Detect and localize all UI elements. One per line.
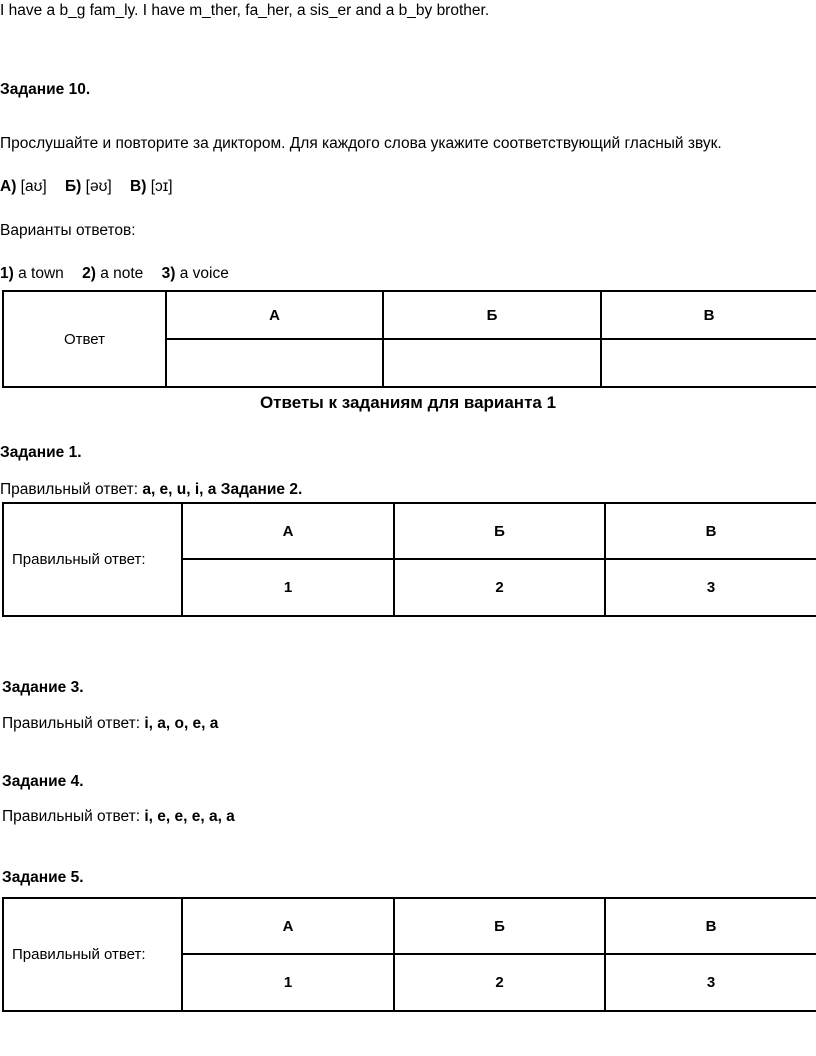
header-a: А xyxy=(166,291,383,339)
task2-answer-table xyxy=(2,502,816,617)
task5-row-label: Правильный ответ: xyxy=(3,898,182,1011)
task10-title: Задание 10. xyxy=(0,81,91,98)
task2-answer-v: 3 xyxy=(605,559,816,616)
task3-prefix: Правильный ответ: xyxy=(2,715,141,732)
sound-value-v: [ɔɪ] xyxy=(150,178,173,195)
task3-title: Задание 3. xyxy=(2,679,84,696)
task5-header-a: А xyxy=(182,898,394,954)
task2-title: Задание 2. xyxy=(220,481,303,498)
option-label-2: 2) xyxy=(82,265,96,282)
task2-row-label: Правильный ответ: xyxy=(3,503,182,616)
task5-answer-b: 2 xyxy=(394,954,605,1011)
task3-answer-line xyxy=(2,715,218,733)
task1-answer-line xyxy=(0,481,302,499)
task4-title: Задание 4. xyxy=(2,773,84,790)
intro-sentence: I have a b_g fam_ly. I have m_ther, fa_her, a sis_er and a b_by brother. xyxy=(0,2,490,19)
sound-label-b: Б) xyxy=(65,178,82,195)
header-b: Б xyxy=(383,291,601,339)
task5-answer-v: 3 xyxy=(605,954,816,1011)
option-label-1: 1) xyxy=(0,265,14,282)
options-title: Варианты ответов: xyxy=(0,222,136,239)
task4-prefix: Правильный ответ: xyxy=(2,808,141,825)
task5-header-v: В xyxy=(605,898,816,954)
task10-answer-table xyxy=(2,290,816,388)
sound-label-a: А) xyxy=(0,178,17,195)
task5-header-b: Б xyxy=(394,898,605,954)
task3-answer: i, a, o, e, a xyxy=(144,715,219,732)
task2-header-b: Б xyxy=(394,503,605,559)
task5-answer-table xyxy=(2,897,816,1012)
word-options xyxy=(0,265,229,283)
task1-title: Задание 1. xyxy=(0,444,82,461)
sound-value-b: [əʊ] xyxy=(85,178,112,195)
task2-header-a: А xyxy=(182,503,394,559)
answer-cell-a xyxy=(166,339,383,387)
task5-title: Задание 5. xyxy=(2,869,84,886)
option-value-2: a note xyxy=(100,265,144,282)
task2-answer-b: 2 xyxy=(394,559,605,616)
sound-options xyxy=(0,178,173,196)
task4-answer-line xyxy=(2,808,235,826)
header-v: В xyxy=(601,291,816,339)
task1-answer: a, e, u, i, a xyxy=(142,481,217,498)
task2-header-v: В xyxy=(605,503,816,559)
option-value-1: a town xyxy=(18,265,64,282)
option-value-3: a voice xyxy=(179,265,229,282)
task2-answer-a: 1 xyxy=(182,559,394,616)
answer-cell-b xyxy=(383,339,601,387)
answer-cell-v xyxy=(601,339,816,387)
answer-row-label: Ответ xyxy=(3,291,166,387)
task10-instruction: Прослушайте и повторите за диктором. Для каждого слова укажите соответствующий гласный звук. xyxy=(0,135,722,152)
task5-answer-a: 1 xyxy=(182,954,394,1011)
sound-label-v: В) xyxy=(130,178,147,195)
task1-prefix: Правильный ответ: xyxy=(0,481,139,498)
option-label-3: 3) xyxy=(161,265,176,282)
answers-section-title: Ответы к заданиям для варианта 1 xyxy=(259,393,557,412)
sound-value-a: [aʊ] xyxy=(20,178,47,195)
task4-answer: i, e, e, e, a, a xyxy=(144,808,235,825)
